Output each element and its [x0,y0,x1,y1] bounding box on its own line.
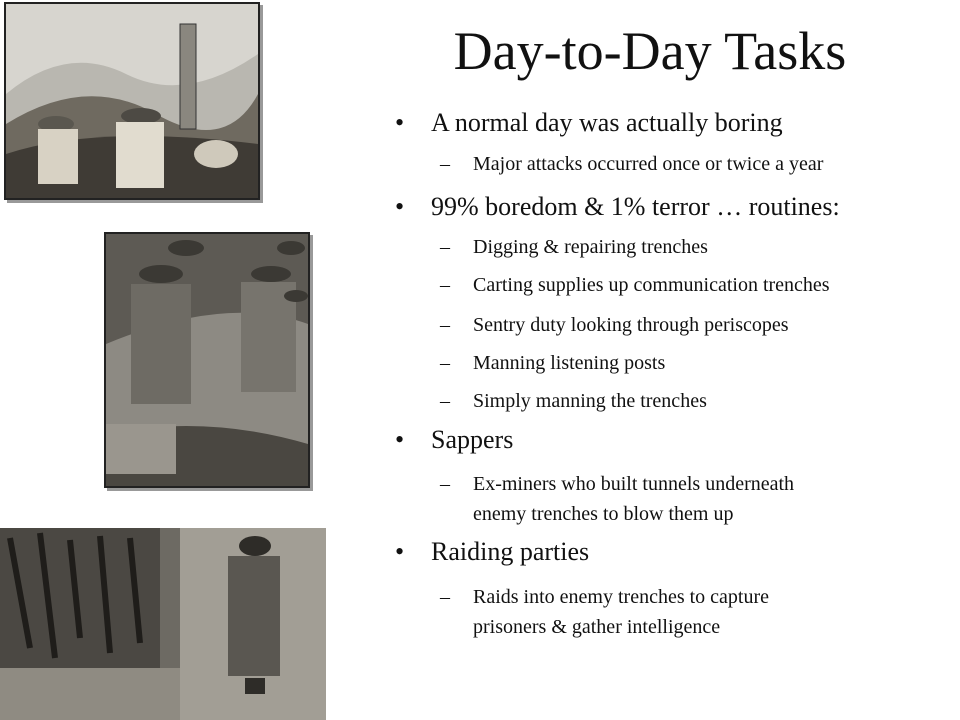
dash-icon: – [440,586,450,608]
soldiers-resting-in-trench-photo [104,232,310,488]
sapper-in-tunnel-photo [0,528,326,720]
sub-bullet-text: Major attacks occurred once or twice a year [473,153,824,175]
sub-bullet-text: Carting supplies up communication trenches [473,274,830,296]
soldiers-with-periscope-photo [4,2,260,200]
bullet-icon: • [395,537,405,566]
slide-title: Day-to-Day Tasks [453,21,847,81]
dash-icon: – [440,236,450,258]
bullet-icon: • [395,192,405,221]
sub-bullet-text: Raids into enemy trenches to capture [473,586,770,608]
sub-bullet-text: Sentry duty looking through periscopes [473,314,789,336]
dash-icon: – [440,473,450,495]
sub-bullet-text: Digging & repairing trenches [473,236,708,258]
bullet-text: 99% boredom & 1% terror … routines: [431,192,840,221]
sub-bullet-text: Ex-miners who built tunnels underneath [473,473,795,495]
bullet-text: Raiding parties [431,537,590,566]
sub-bullet-text: Simply manning the trenches [473,390,707,412]
bullet-icon: • [395,108,405,137]
dash-icon: – [440,352,450,374]
sub-bullet-text: enemy trenches to blow them up [473,503,734,525]
dash-icon: – [440,314,450,336]
dash-icon: – [440,390,450,412]
dash-icon: – [440,153,450,175]
bullet-text: Sappers [431,425,514,454]
sub-bullet-text: Manning listening posts [473,352,666,374]
bullet-text: A normal day was actually boring [431,108,783,137]
sub-bullet-text: prisoners & gather intelligence [473,616,721,638]
dash-icon: – [440,274,450,296]
bullet-icon: • [395,425,405,454]
